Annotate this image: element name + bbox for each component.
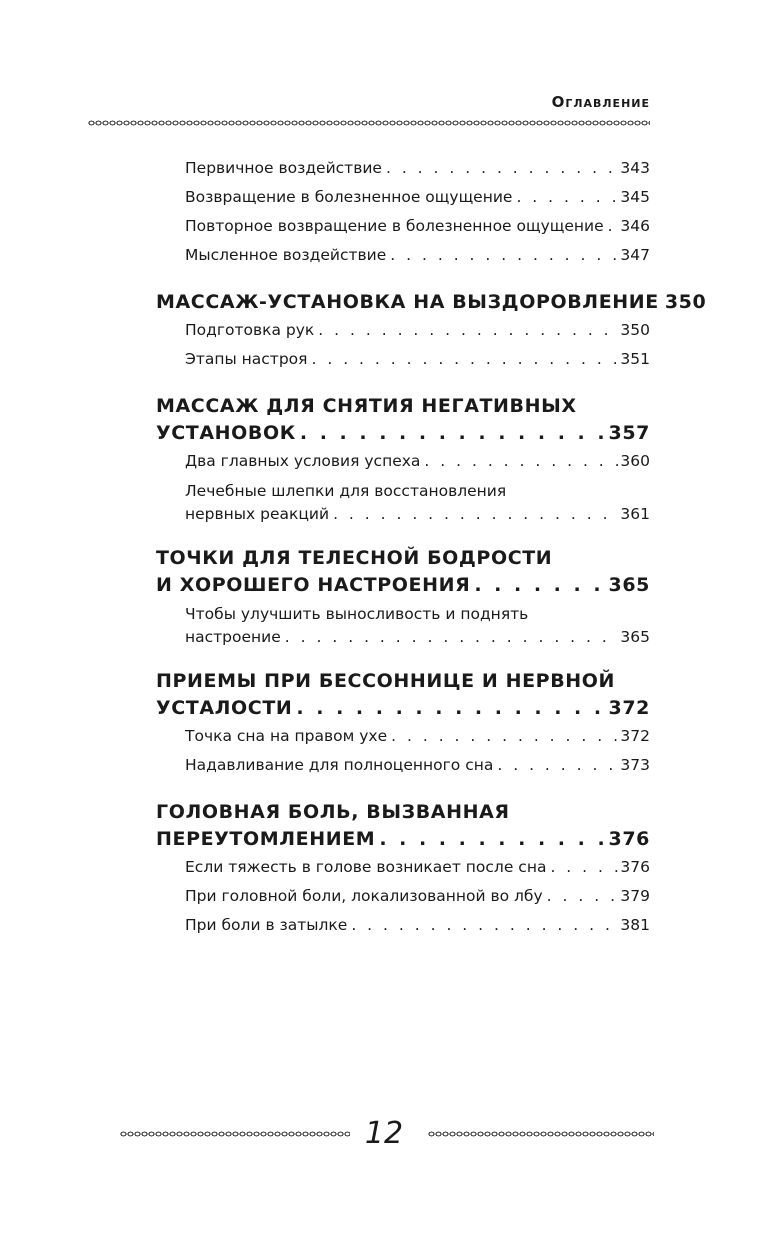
toc-entry-title-line2: нервных реакций — [185, 505, 330, 523]
top-ornament-divider — [88, 118, 650, 128]
dot-leader — [311, 345, 618, 374]
toc-entry[interactable] — [156, 241, 650, 270]
toc-entry[interactable] — [156, 345, 650, 374]
bottom-ornament-right — [428, 1129, 654, 1139]
page-number: 12 — [364, 1116, 404, 1151]
dot-leader — [391, 722, 618, 751]
toc-section-page: 365 — [608, 574, 650, 596]
toc-section-page: 372 — [608, 697, 650, 719]
toc-section[interactable] — [156, 799, 650, 853]
toc-entry[interactable] — [156, 599, 650, 649]
dot-leader — [296, 695, 606, 722]
toc-entry-page: 379 — [620, 887, 650, 905]
toc-entry[interactable] — [156, 316, 650, 345]
table-of-contents — [156, 154, 707, 940]
toc-entry-title-line2: настроение — [185, 628, 281, 646]
toc-entry[interactable] — [156, 751, 650, 780]
toc-section-page: 376 — [608, 828, 650, 850]
dot-leader — [285, 625, 619, 649]
dot-leader — [424, 447, 618, 476]
toc-section-title-line2: УСТАНОВОК — [156, 422, 296, 444]
dot-leader — [516, 183, 618, 212]
toc-entry[interactable] — [156, 882, 650, 911]
toc-entry-title-line1: Чтобы улучшить выносливость и поднять — [185, 605, 529, 623]
toc-entry-title: Этапы настроя — [185, 350, 308, 368]
toc-entry-title: При головной боли, локализованной во лбу — [185, 887, 543, 905]
toc-entry-page: 381 — [620, 916, 650, 934]
dot-leader — [608, 212, 619, 241]
toc-section-page: 357 — [608, 422, 650, 444]
toc-section-title-line2: ПЕРЕУТОМЛЕНИЕМ — [156, 828, 376, 850]
toc-entry-page: 345 — [620, 188, 650, 206]
toc-entry[interactable] — [156, 722, 650, 751]
dot-leader — [550, 853, 618, 882]
dot-leader — [351, 911, 618, 940]
toc-section-title: МАССАЖ-УСТАНОВКА НА ВЫЗДОРОВЛЕНИЕ — [156, 291, 659, 313]
toc-entry[interactable] — [156, 447, 650, 476]
dot-leader — [333, 502, 618, 526]
toc-entry-page: 351 — [620, 350, 650, 368]
dot-leader — [390, 241, 618, 270]
toc-entry[interactable] — [156, 853, 650, 882]
bottom-ornament-left — [120, 1129, 350, 1139]
toc-entry-page: 361 — [620, 505, 650, 523]
toc-entry-title-line1: Лечебные шлепки для восстановления — [185, 482, 507, 500]
toc-entry-title: Если тяжесть в голове возникает после сна — [185, 858, 547, 876]
toc-entry-page: 376 — [620, 858, 650, 876]
toc-entry-title: Первичное воздействие — [185, 159, 382, 177]
toc-section[interactable] — [156, 393, 650, 447]
toc-entry-page: 360 — [620, 452, 650, 470]
toc-entry[interactable] — [156, 154, 650, 183]
toc-section[interactable] — [156, 668, 650, 722]
toc-entry-title: Точка сна на правом ухе — [185, 727, 388, 745]
toc-entry[interactable] — [156, 183, 650, 212]
dot-leader — [547, 882, 619, 911]
toc-entry-title: Возвращение в болезненное ощущение — [185, 188, 513, 206]
toc-section-title-line1: МАССАЖ ДЛЯ СНЯТИЯ НЕГАТИВНЫХ — [156, 395, 577, 417]
dot-leader — [300, 420, 607, 447]
toc-entry-title: Подготовка рук — [185, 321, 315, 339]
toc-entry[interactable] — [156, 476, 650, 526]
dot-leader — [474, 572, 606, 599]
toc-entry-page: 365 — [620, 628, 650, 646]
toc-entry-title: Мысленное воздействие — [185, 246, 387, 264]
toc-entry-page: 372 — [620, 727, 650, 745]
toc-entry-page: 350 — [620, 321, 650, 339]
toc-entry-title: Надавливание для полноценного сна — [185, 756, 494, 774]
toc-section-title-line2: УСТАЛОСТИ — [156, 697, 293, 719]
toc-section[interactable] — [156, 545, 650, 599]
toc-entry-page: 373 — [620, 756, 650, 774]
toc-entry-page: 343 — [620, 159, 650, 177]
dot-leader — [497, 751, 618, 780]
toc-section-page: 350 — [664, 291, 707, 313]
toc-entry[interactable] — [156, 212, 650, 241]
toc-section-title-line1: ГОЛОВНАЯ БОЛЬ, ВЫЗВАННАЯ — [156, 801, 510, 823]
dot-leader — [386, 154, 618, 183]
toc-section-title-line1: ТОЧКИ ДЛЯ ТЕЛЕСНОЙ БОДРОСТИ — [156, 547, 553, 569]
running-header: Оглавление — [551, 93, 650, 111]
toc-section-title-line2: И ХОРОШЕГО НАСТРОЕНИЯ — [156, 574, 471, 596]
toc-entry[interactable] — [156, 911, 650, 940]
toc-entry-title: При боли в затылке — [185, 916, 348, 934]
toc-entry-title: Два главных условия успеха — [185, 452, 421, 470]
toc-section[interactable] — [156, 289, 707, 316]
toc-entry-page: 346 — [620, 217, 650, 235]
toc-entry-title: Повторное возвращение в болезненное ощущение — [185, 217, 604, 235]
dot-leader — [318, 316, 618, 345]
toc-entry-page: 347 — [620, 246, 650, 264]
dot-leader — [379, 826, 606, 853]
toc-section-title-line1: ПРИЕМЫ ПРИ БЕССОННИЦЕ И НЕРВНОЙ — [156, 670, 616, 692]
